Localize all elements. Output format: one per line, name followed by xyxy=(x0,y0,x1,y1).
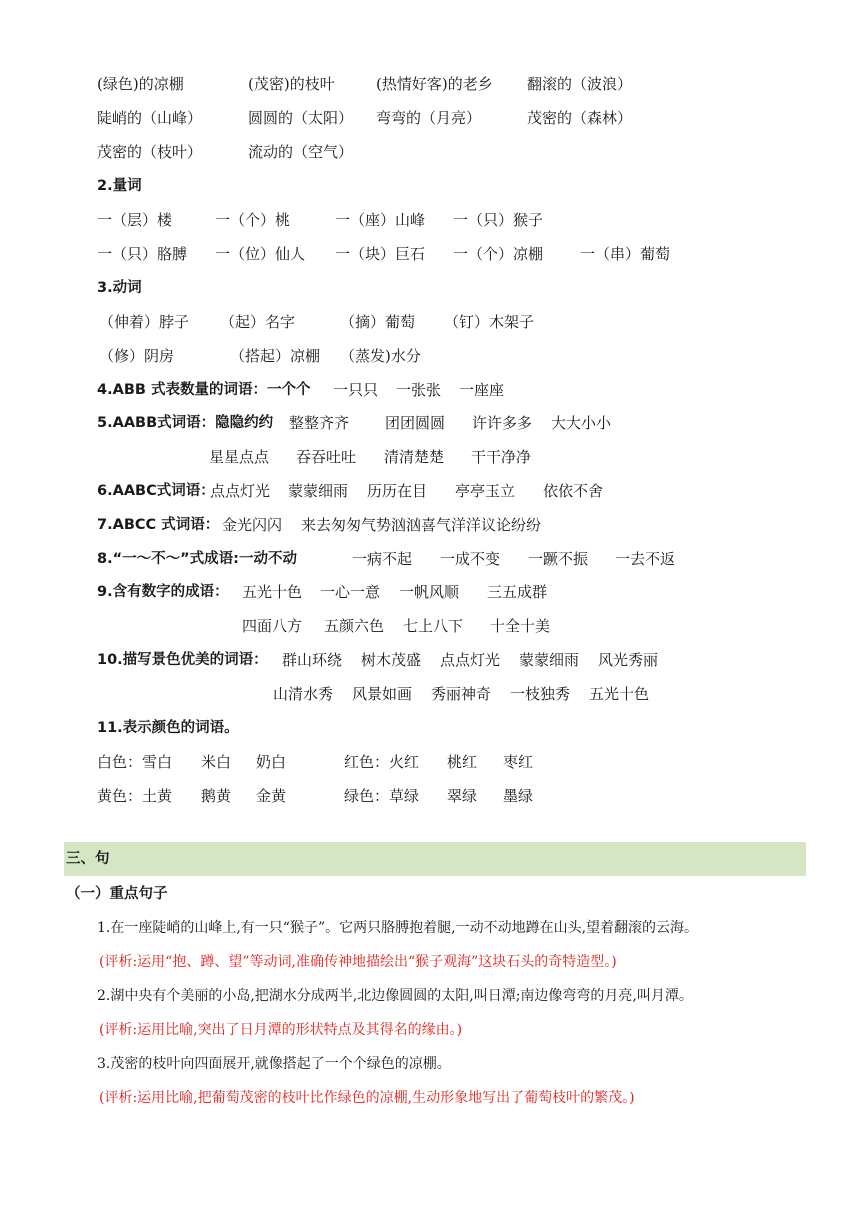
word-item: 流动的（空气） xyxy=(248,143,354,161)
word-item: 点点灯光 xyxy=(210,482,271,500)
word-item: (绿色)的凉棚 xyxy=(97,75,184,93)
section-header-bar xyxy=(64,842,806,876)
sentence-note-1: (评析:运用“抱、蹲、望”等动词,准确传神地描绘出“猴子观海”这块石头的奇特造型。) xyxy=(99,954,617,970)
word-item: 茂密的（森林） xyxy=(527,109,633,127)
word-item: 团团圆圆 xyxy=(385,414,446,432)
word-item: 星星点点 xyxy=(209,448,270,466)
word-item: 一（个）桃 xyxy=(215,211,291,229)
word-item: 五颜六色 xyxy=(324,617,385,635)
measure-words-heading: 2.量词 xyxy=(97,178,142,194)
word-item: 金光闪闪 xyxy=(222,516,283,534)
word-item: 一（只）猴子 xyxy=(453,211,544,229)
word-item: 陡峭的（山峰） xyxy=(97,109,203,127)
word-item: 五光十色 xyxy=(242,583,303,601)
word-item: 一张张 xyxy=(396,381,442,399)
word-item: 五光十色 xyxy=(589,685,650,703)
word-item: 亭亭玉立 xyxy=(455,482,516,500)
word-item: （伸着）脖子 xyxy=(99,313,190,331)
word-item: （摘）葡萄 xyxy=(340,313,416,331)
word-item: 整整齐齐 xyxy=(289,414,350,432)
word-item: （蒸发)水分 xyxy=(340,347,421,365)
word-item: 鹅黄 xyxy=(201,787,232,805)
word-item: 弯弯的（月亮） xyxy=(376,109,482,127)
word-item: (热情好客)的老乡 xyxy=(376,75,493,93)
word-item: 一（层）楼 xyxy=(97,211,173,229)
word-item: 清清楚楚 xyxy=(384,448,445,466)
word-item: 吞吞吐吐 xyxy=(296,448,357,466)
word-item: 点点灯光 xyxy=(440,651,501,669)
word-item: 奶白 xyxy=(256,753,287,771)
word-item: (茂密)的枝叶 xyxy=(248,75,335,93)
word-item: 三五成群 xyxy=(487,583,548,601)
word-item: 一心一意 xyxy=(320,583,381,601)
word-item: （搭起）凉棚 xyxy=(230,347,321,365)
yi-bu-heading: 8.“一～不～”式成语:一动不动 xyxy=(97,551,297,567)
word-item: 一帆风顺 xyxy=(399,583,460,601)
word-item: 干干净净 xyxy=(471,448,532,466)
word-item: 四面八方 xyxy=(242,617,303,635)
numbers-heading: 9.含有数字的成语： xyxy=(97,584,229,600)
word-item: 绿色：草绿 xyxy=(344,787,420,805)
word-item: 白色：雪白 xyxy=(97,753,173,771)
word-item: 米白 xyxy=(201,753,232,771)
section-title: 三、句 xyxy=(66,851,110,867)
word-item: （修）阴房 xyxy=(99,347,175,365)
word-item: （钉）木架子 xyxy=(444,313,535,331)
word-item: 枣红 xyxy=(503,753,534,771)
scenery-heading: 10.描写景色优美的词语： xyxy=(97,652,268,668)
word-item: （起）名字 xyxy=(220,313,296,331)
word-item: 蒙蒙细雨 xyxy=(288,482,349,500)
word-item: 十全十美 xyxy=(490,617,551,635)
word-item: 翠绿 xyxy=(447,787,478,805)
word-item: 一（座）山峰 xyxy=(335,211,426,229)
word-item: 一只只 xyxy=(333,381,379,399)
aabb-heading: 5.AABB式词语：隐隐约约 xyxy=(97,415,274,431)
word-item: 一（只）胳膊 xyxy=(97,245,188,263)
word-item: 来去匆匆气势汹汹喜气洋洋议论纷纷 xyxy=(301,516,542,534)
word-item: 一成不变 xyxy=(440,550,501,568)
word-item: 一座座 xyxy=(459,381,505,399)
word-item: 一（个）凉棚 xyxy=(453,245,544,263)
word-item: 风景如画 xyxy=(352,685,413,703)
colors-heading: 11.表示颜色的词语。 xyxy=(97,720,239,736)
word-item: 山清水秀 xyxy=(273,685,334,703)
word-item: 红色：火红 xyxy=(344,753,420,771)
word-item: 桃红 xyxy=(447,753,478,771)
word-item: 秀丽神奇 xyxy=(431,685,492,703)
word-item: 大大小小 xyxy=(551,414,612,432)
word-item: 一（串）葡萄 xyxy=(580,245,671,263)
key-sentence-1: 1.在一座陡峭的山峰上,有一只“猴子”。它两只胳膊抱着腿,一动不动地蹲在山头,望着翻滚的云海。 xyxy=(97,920,699,936)
word-item: 七上八下 xyxy=(403,617,464,635)
word-item: 树木茂盛 xyxy=(361,651,422,669)
word-item: 一去不返 xyxy=(615,550,676,568)
word-item: 翻滚的（波浪） xyxy=(527,75,633,93)
word-item: 墨绿 xyxy=(503,787,534,805)
abb-heading: 4.ABB 式表数量的词语：一个个 xyxy=(97,382,311,398)
word-item: 金黄 xyxy=(256,787,287,805)
word-item: 依依不舍 xyxy=(543,482,604,500)
word-item: 群山环绕 xyxy=(282,651,343,669)
verbs-heading: 3.动词 xyxy=(97,280,142,296)
word-item: 许许多多 xyxy=(472,414,533,432)
word-item: 一病不起 xyxy=(352,550,413,568)
sentence-note-2: (评析:运用比喻,突出了日月潭的形状特点及其得名的缘由。) xyxy=(99,1022,463,1038)
key-sentence-3: 3.茂密的枝叶向四面展开,就像搭起了一个个绿色的凉棚。 xyxy=(97,1056,451,1072)
word-item: 一（位）仙人 xyxy=(215,245,306,263)
abcc-heading: 7.ABCC 式词语： xyxy=(97,517,220,533)
subsection-title: （一）重点句子 xyxy=(66,886,168,902)
word-item: 茂密的（枝叶） xyxy=(97,143,203,161)
word-item: 蒙蒙细雨 xyxy=(519,651,580,669)
word-item: 黄色：土黄 xyxy=(97,787,173,805)
word-item: 一蹶不振 xyxy=(528,550,589,568)
word-item: 历历在目 xyxy=(367,482,428,500)
aabc-heading: 6.AABC式词语： xyxy=(97,483,215,499)
word-item: 一枝独秀 xyxy=(510,685,571,703)
word-item: 圆圆的（太阳） xyxy=(248,109,354,127)
sentence-note-3: (评析:运用比喻,把葡萄茂密的枝叶比作绿色的凉棚,生动形象地写出了葡萄枝叶的繁茂。) xyxy=(99,1090,635,1106)
word-item: 一（块）巨石 xyxy=(335,245,426,263)
key-sentence-2: 2.湖中央有个美丽的小岛,把湖水分成两半,北边像圆圆的太阳,叫日潭;南边像弯弯的月亮,叫月潭。 xyxy=(97,988,693,1004)
word-item: 风光秀丽 xyxy=(598,651,659,669)
